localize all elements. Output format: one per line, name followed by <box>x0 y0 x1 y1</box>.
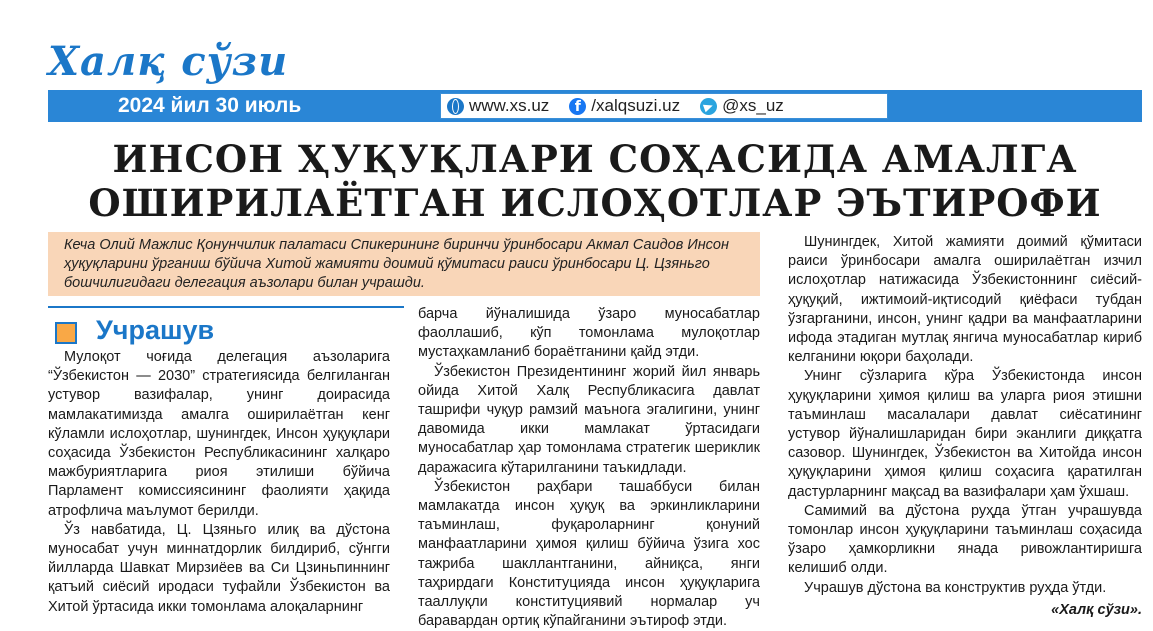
newspaper-masthead: Халқ сўзи <box>48 38 289 85</box>
globe-icon <box>447 98 464 115</box>
headline-line-2: ОШИРИЛАЁТГАН ИСЛОҲОТЛАР ЭЪТИРОФИ <box>88 181 1102 225</box>
paragraph: барча йўналишида ўзаро муносабатлар фаоллашиб, кўп томонлама мулоқотлар мустаҳкамланиб бораётганини қайд этди. <box>418 306 760 361</box>
lead-paragraph: Кеча Олий Мажлис Қонунчилик палатаси Спикерининг биринчи ўринбосари Акмал Саидов Инсон ҳуқуқларини ўрганиш бўйича Хитой жамияти доимий қўмитаси раиси ўринбосари Ц. Цзяньго бошчилигидаги делегация аъзолари билан учрашди. <box>64 237 729 291</box>
date-bar <box>48 90 1142 122</box>
facebook-link[interactable] <box>569 96 680 116</box>
paragraph: Самимий ва дўстона руҳда ўтган учрашувда томонлар инсон ҳуқуқларини таъминлаш соҳасида ўзаро ҳамкорликни янада ривожлантиришга келишиб олди. <box>788 502 1142 577</box>
paragraph: Ўз навбатида, Ц. Цзяньго илиқ ва дўстона муносабат учун миннатдорлик билдириб, сўнгги йилларда Шавкат Мирзиёев ва Си Цзиньпиннинг қатъий сиёсий иродаси туфайли Ўзбекистон ва Хитой ўртасида икки томонлама алоқаларнинг <box>48 521 390 615</box>
lead-box <box>48 232 760 296</box>
article-headline <box>48 137 1142 225</box>
article-column-1 <box>48 348 390 617</box>
facebook-label: /xalqsuzi.uz <box>591 96 681 115</box>
facebook-icon: f <box>569 98 586 115</box>
paragraph: Мулоқот чоғида делегация аъзоларига “Ўзбекистон — 2030” стратегиясида белгиланган устувор вазифалар, унинг доирасида мамлакатимизда амалга оширилаётган кенг кўламли ислоҳотлар, шунингдек, Инсон ҳуқуқлари соҳасида Ўзбекистон Республикасининг халқаро мажбуриятларига риоя этилиши бўйича Парламент комиссиясининг фаолияти ҳақида атрофлича маълумот берилди. <box>48 349 390 519</box>
paragraph: Учрашув дўстона ва конструктив руҳда ўтди. <box>804 579 1107 596</box>
telegram-link[interactable] <box>700 96 784 116</box>
paragraph: Ўзбекистон Президентининг жорий йил январь ойида Хитой Халқ Республикасига давлат ташрифи чуқур рамзий маънога эгалигини, унинг давомида икки мамлакат ўртасидаги муносабатлар ҳар томонлама стратегик шериклик даражасига кўтарилганини таъкидлади. <box>418 363 760 476</box>
website-label: www.xs.uz <box>469 96 550 115</box>
paragraph: Унинг сўзларига кўра Ўзбекистонда инсон ҳуқуқларини ҳимоя қилиш ва уларга риоя этишни таъминлаш масалалари давлат сиёсатининг устувор йўналишларидан бири эканлиги диққатга сазовор. Шунингдек, Ўзбекистон ва Хитойда инсон ҳуқуқларини ҳимоя қилиш соҳасига қаратилган дастурларнинг мақсад ва вазифалари ҳам ўхшаш. <box>788 368 1142 500</box>
website-link[interactable] <box>447 96 549 116</box>
article-column-3 <box>788 233 1142 620</box>
social-links <box>440 93 888 119</box>
issue-date: 2024 йил 30 июль <box>118 94 302 117</box>
article-column-2 <box>418 305 760 631</box>
telegram-label: @xs_uz <box>722 96 784 115</box>
paragraph: Шунингдек, Хитой жамияти доимий қўмитаси раиси ўринбосари амалга оширилаётган изчил ислоҳотлар натижасида Ўзбекистоннинг сиёсий-ҳуқуқий, ижтимоий-иқтисодий қиёфаси тубдан ўзгарганини, инсон, унинг қадри ва манфаатларини ифода этадиган мутлақ янгича муносабатлар кириб келганини юқори баҳолади. <box>788 234 1142 366</box>
section-divider <box>48 306 404 308</box>
section-square-icon <box>55 322 77 344</box>
telegram-icon <box>700 98 717 115</box>
section-title: Учрашув <box>96 315 215 345</box>
article-signature: «Халқ сўзи». <box>1051 601 1142 618</box>
headline-line-1: ИНСОН ҲУҚУҚЛАРИ СОҲАСИДА АМАЛГА <box>112 137 1078 181</box>
paragraph: Ўзбекистон раҳбари ташаббуси билан мамлакатда инсон ҳуқуқ ва эркинликларини таъминлаш, фуқароларнинг қонуний манфаатларини ҳимоя қилиш бўйича ўзига хос тажриба шакллантганини, айниқса, янги таҳрирдаги Конституцияда инсон ҳуқуқларига тааллуқли конституциявий нормалар уч баравардан ортиқ кўпайганини эътироф этди. <box>418 478 760 630</box>
